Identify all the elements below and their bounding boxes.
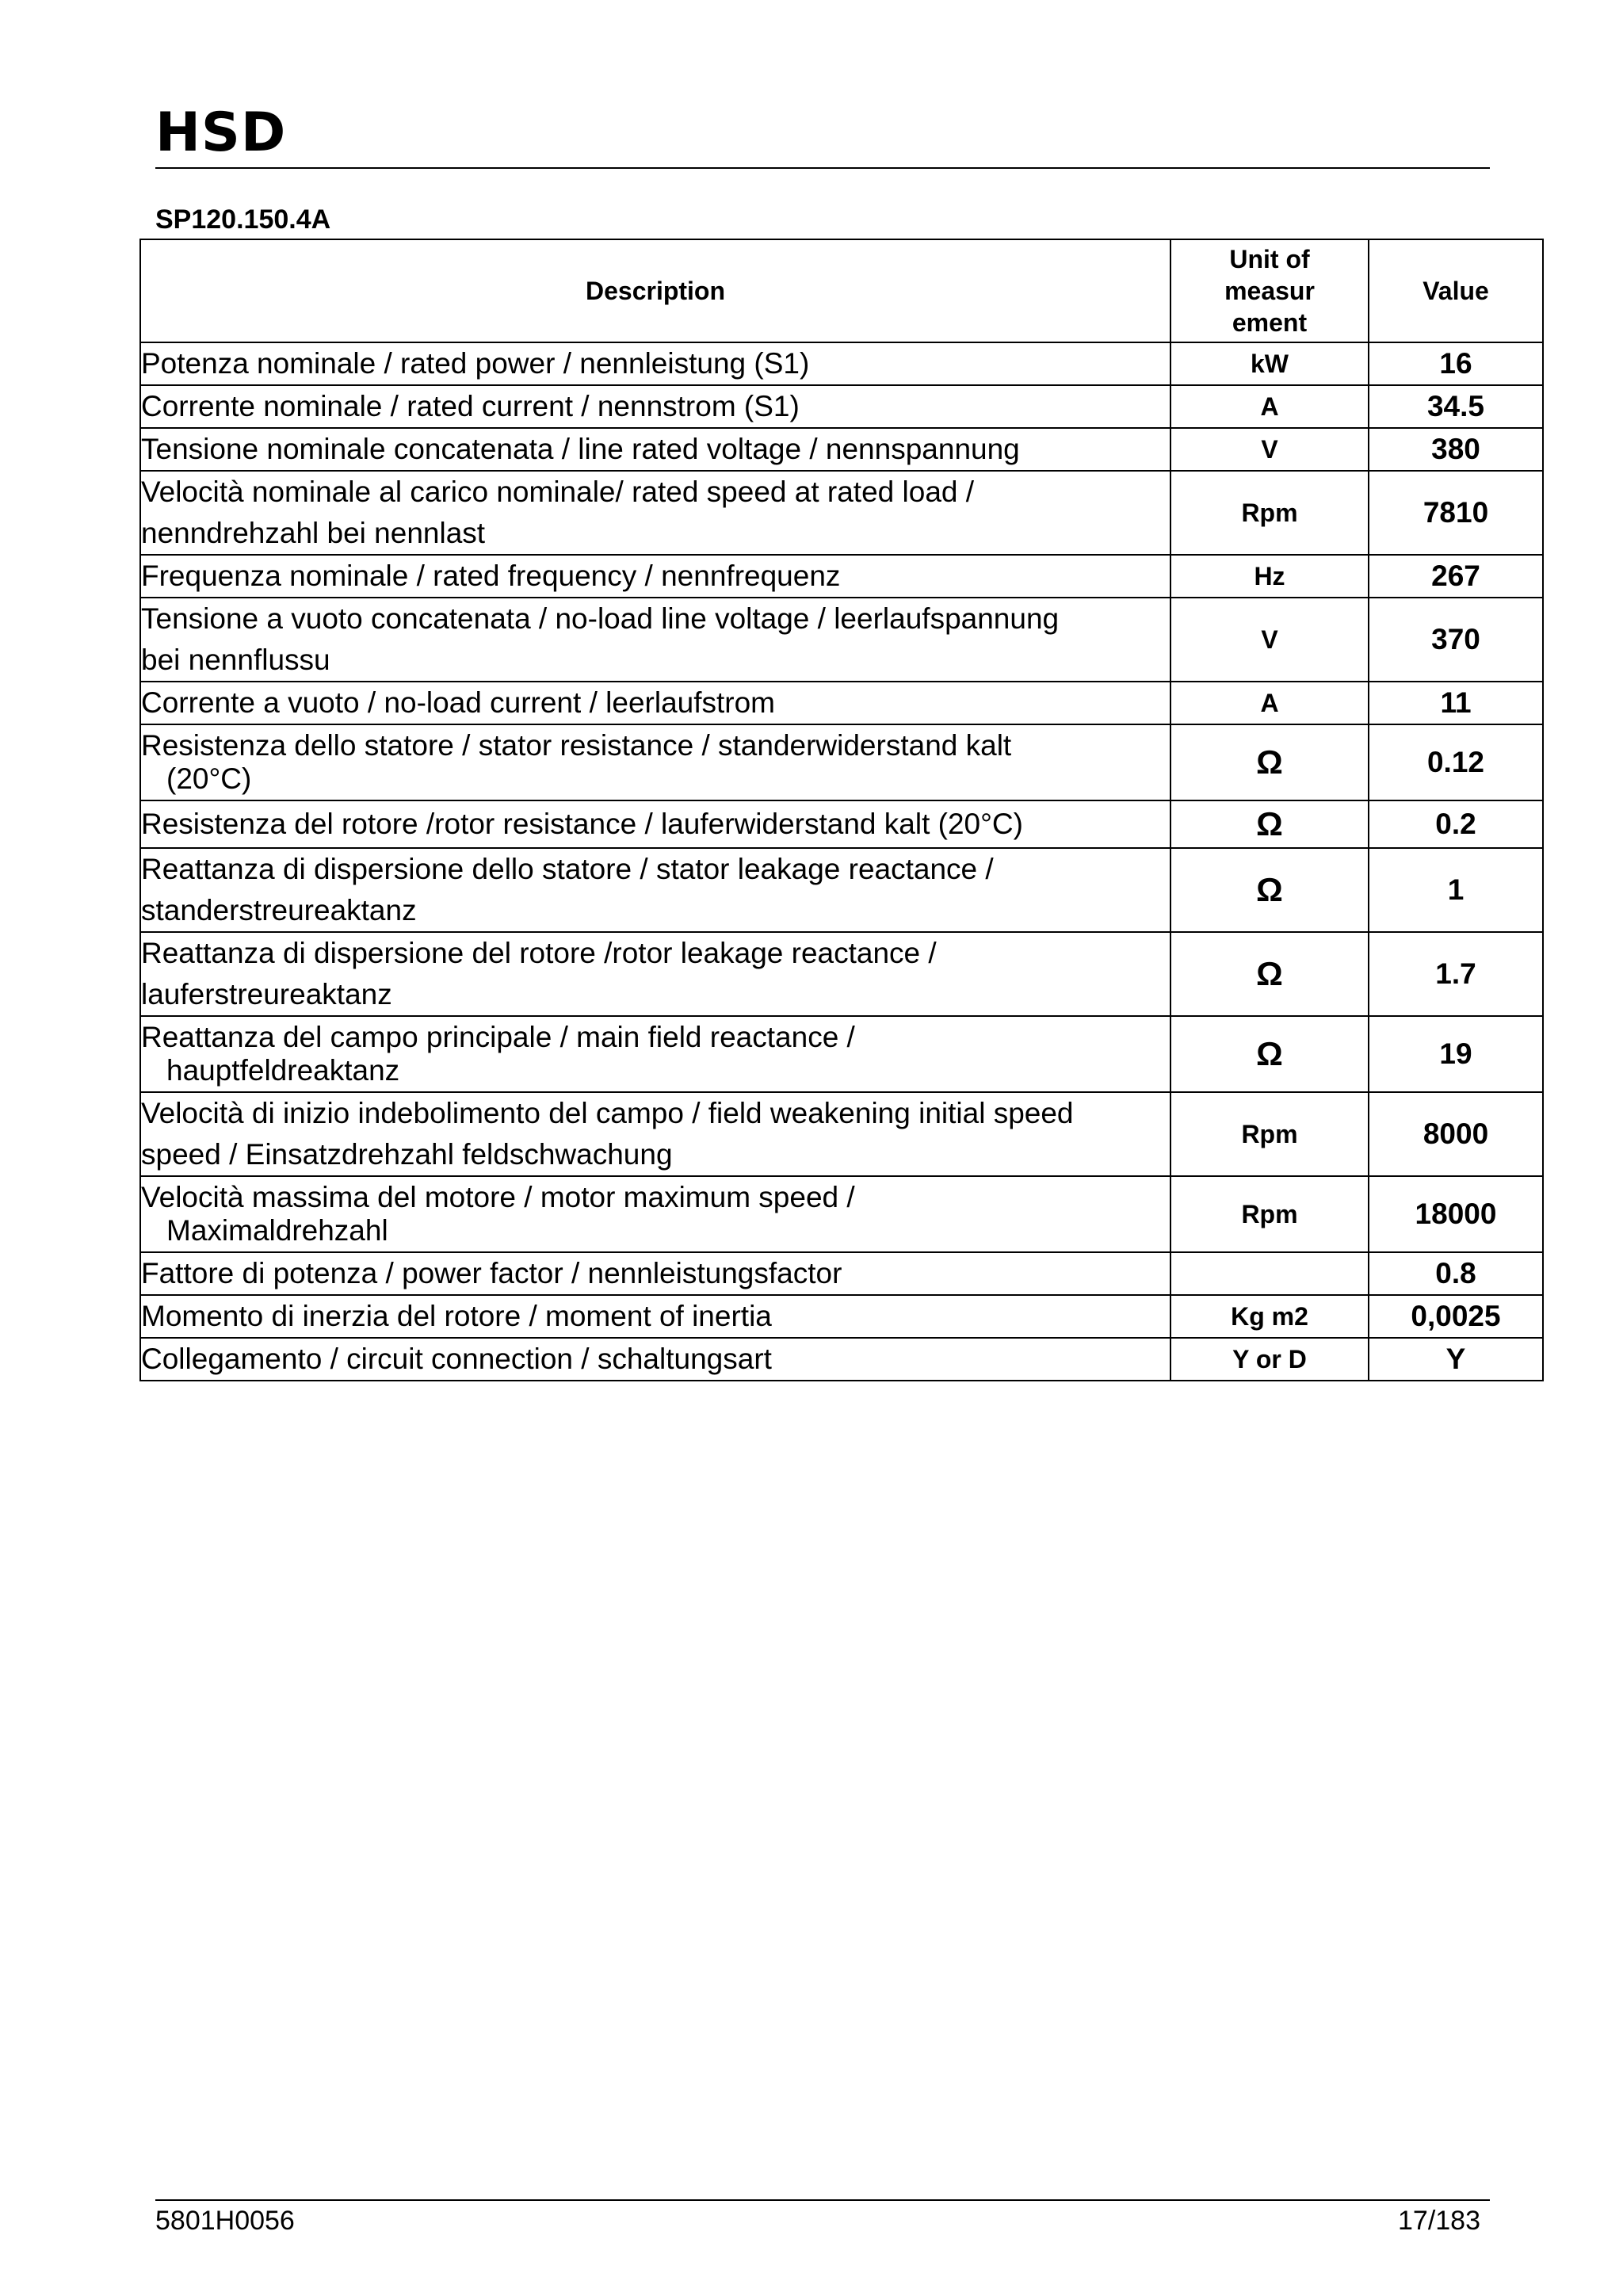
row-unit: Rpm — [1170, 1092, 1369, 1176]
description-line: Reattanza di dispersione dello statore / stator leakage reactance / — [141, 853, 994, 885]
row-unit — [1170, 1252, 1369, 1295]
row-description — [140, 848, 1170, 932]
row-value: 1 — [1369, 848, 1543, 932]
description-line: nenndrehzahl bei nennlast — [141, 517, 486, 549]
description-line: Potenza nominale / rated power / nennleistung (S1) — [141, 347, 810, 380]
table-row — [140, 1338, 1543, 1381]
description-line: Corrente a vuoto / no-load current / leerlaufstrom — [141, 686, 775, 719]
page-number: 17/183 — [1398, 2206, 1480, 2236]
row-value: 0,0025 — [1369, 1295, 1543, 1338]
table-row — [140, 1252, 1543, 1295]
row-description — [140, 724, 1170, 800]
description-line: Tensione a vuoto concatenata / no-load line voltage / leerlaufspannung — [141, 602, 1060, 635]
table-row — [140, 385, 1543, 428]
description-line: Resistenza del rotore /rotor resistance / lauferwiderstand kalt (20°C) — [141, 808, 1023, 840]
table-row — [140, 598, 1543, 682]
header-divider — [155, 167, 1490, 169]
row-description — [140, 1092, 1170, 1176]
description-line: (20°C) — [166, 762, 252, 795]
row-unit: V — [1170, 598, 1369, 682]
row-value: 16 — [1369, 342, 1543, 385]
description-line: Fattore di potenza / power factor / nennleistungsfactor — [141, 1257, 842, 1289]
table-row — [140, 1295, 1543, 1338]
row-value: 0.2 — [1369, 800, 1543, 848]
row-unit: Ω — [1170, 848, 1369, 932]
table-row — [140, 800, 1543, 848]
description-line: Velocità nominale al carico nominale/ rated speed at rated load / — [141, 476, 975, 508]
footer-divider — [155, 2199, 1490, 2201]
header-unit-line: ement — [1232, 308, 1308, 337]
row-unit: Ω — [1170, 1016, 1369, 1092]
company-logo: HSD — [155, 101, 287, 164]
row-description — [140, 1016, 1170, 1092]
row-value: 19 — [1369, 1016, 1543, 1092]
row-description — [140, 342, 1170, 385]
row-value: 0.8 — [1369, 1252, 1543, 1295]
row-unit: A — [1170, 385, 1369, 428]
row-unit: Hz — [1170, 555, 1369, 598]
row-description — [140, 1252, 1170, 1295]
description-line: speed / Einsatzdrehzahl feldschwachung — [141, 1138, 673, 1171]
row-unit: Y or D — [1170, 1338, 1369, 1381]
description-line: Momento di inerzia del rotore / moment of inertia — [141, 1300, 772, 1332]
row-value: 8000 — [1369, 1092, 1543, 1176]
row-description — [140, 471, 1170, 555]
table-row — [140, 1016, 1543, 1092]
header-unit-line: measur — [1224, 277, 1315, 305]
description-line: Velocità massima del motore / motor maximum speed / — [141, 1181, 855, 1213]
table-row — [140, 682, 1543, 724]
description-line: bei nennflussu — [141, 644, 330, 676]
row-description — [140, 800, 1170, 848]
description-line: standerstreureaktanz — [141, 894, 417, 926]
row-unit: A — [1170, 682, 1369, 724]
row-description — [140, 598, 1170, 682]
table-row — [140, 342, 1543, 385]
row-description — [140, 682, 1170, 724]
description-line: Collegamento / circuit connection / schaltungsart — [141, 1343, 772, 1375]
row-description — [140, 932, 1170, 1016]
row-unit: kW — [1170, 342, 1369, 385]
row-unit: Kg m2 — [1170, 1295, 1369, 1338]
row-value: 380 — [1369, 428, 1543, 471]
description-line: Resistenza dello statore / stator resistance / standerwiderstand kalt — [141, 729, 1012, 762]
model-title: SP120.150.4A — [155, 204, 331, 235]
description-line: Tensione nominale concatenata / line rated voltage / nennspannung — [141, 433, 1020, 465]
spec-table — [139, 239, 1544, 1381]
table-row — [140, 1092, 1543, 1176]
description-line: lauferstreureaktanz — [141, 978, 392, 1010]
row-value: 34.5 — [1369, 385, 1543, 428]
header-unit-line: Unit of — [1229, 245, 1310, 273]
header-unit — [1170, 239, 1369, 342]
table-row — [140, 724, 1543, 800]
description-line: Corrente nominale / rated current / nennstrom (S1) — [141, 390, 800, 422]
header-value: Value — [1369, 239, 1543, 342]
table-row — [140, 932, 1543, 1016]
description-line: Reattanza di dispersione del rotore /rotor leakage reactance / — [141, 937, 937, 969]
row-unit: Ω — [1170, 800, 1369, 848]
row-value: 370 — [1369, 598, 1543, 682]
table-row — [140, 848, 1543, 932]
table-row — [140, 428, 1543, 471]
row-value: Y — [1369, 1338, 1543, 1381]
row-description — [140, 428, 1170, 471]
table-row — [140, 471, 1543, 555]
row-description — [140, 1338, 1170, 1381]
description-line: Maximaldrehzahl — [166, 1214, 388, 1247]
description-line: Frequenza nominale / rated frequency / nennfrequenz — [141, 560, 841, 592]
row-value: 18000 — [1369, 1176, 1543, 1252]
row-unit: Ω — [1170, 724, 1369, 800]
row-value: 7810 — [1369, 471, 1543, 555]
table-row — [140, 1176, 1543, 1252]
description-line: hauptfeldreaktanz — [166, 1054, 400, 1087]
table-row — [140, 555, 1543, 598]
description-line: Velocità di inizio indebolimento del campo / field weakening initial speed — [141, 1097, 1074, 1129]
row-value: 267 — [1369, 555, 1543, 598]
row-unit: Rpm — [1170, 471, 1369, 555]
document-code: 5801H0056 — [155, 2206, 295, 2236]
row-value: 0.12 — [1369, 724, 1543, 800]
table-header-row — [140, 239, 1543, 342]
row-description — [140, 1295, 1170, 1338]
row-value: 11 — [1369, 682, 1543, 724]
description-line: Reattanza del campo principale / main field reactance / — [141, 1021, 855, 1053]
row-unit: Ω — [1170, 932, 1369, 1016]
row-description — [140, 385, 1170, 428]
row-unit: V — [1170, 428, 1369, 471]
row-description — [140, 1176, 1170, 1252]
row-value: 1.7 — [1369, 932, 1543, 1016]
row-unit: Rpm — [1170, 1176, 1369, 1252]
header-description: Description — [140, 239, 1170, 342]
row-description — [140, 555, 1170, 598]
